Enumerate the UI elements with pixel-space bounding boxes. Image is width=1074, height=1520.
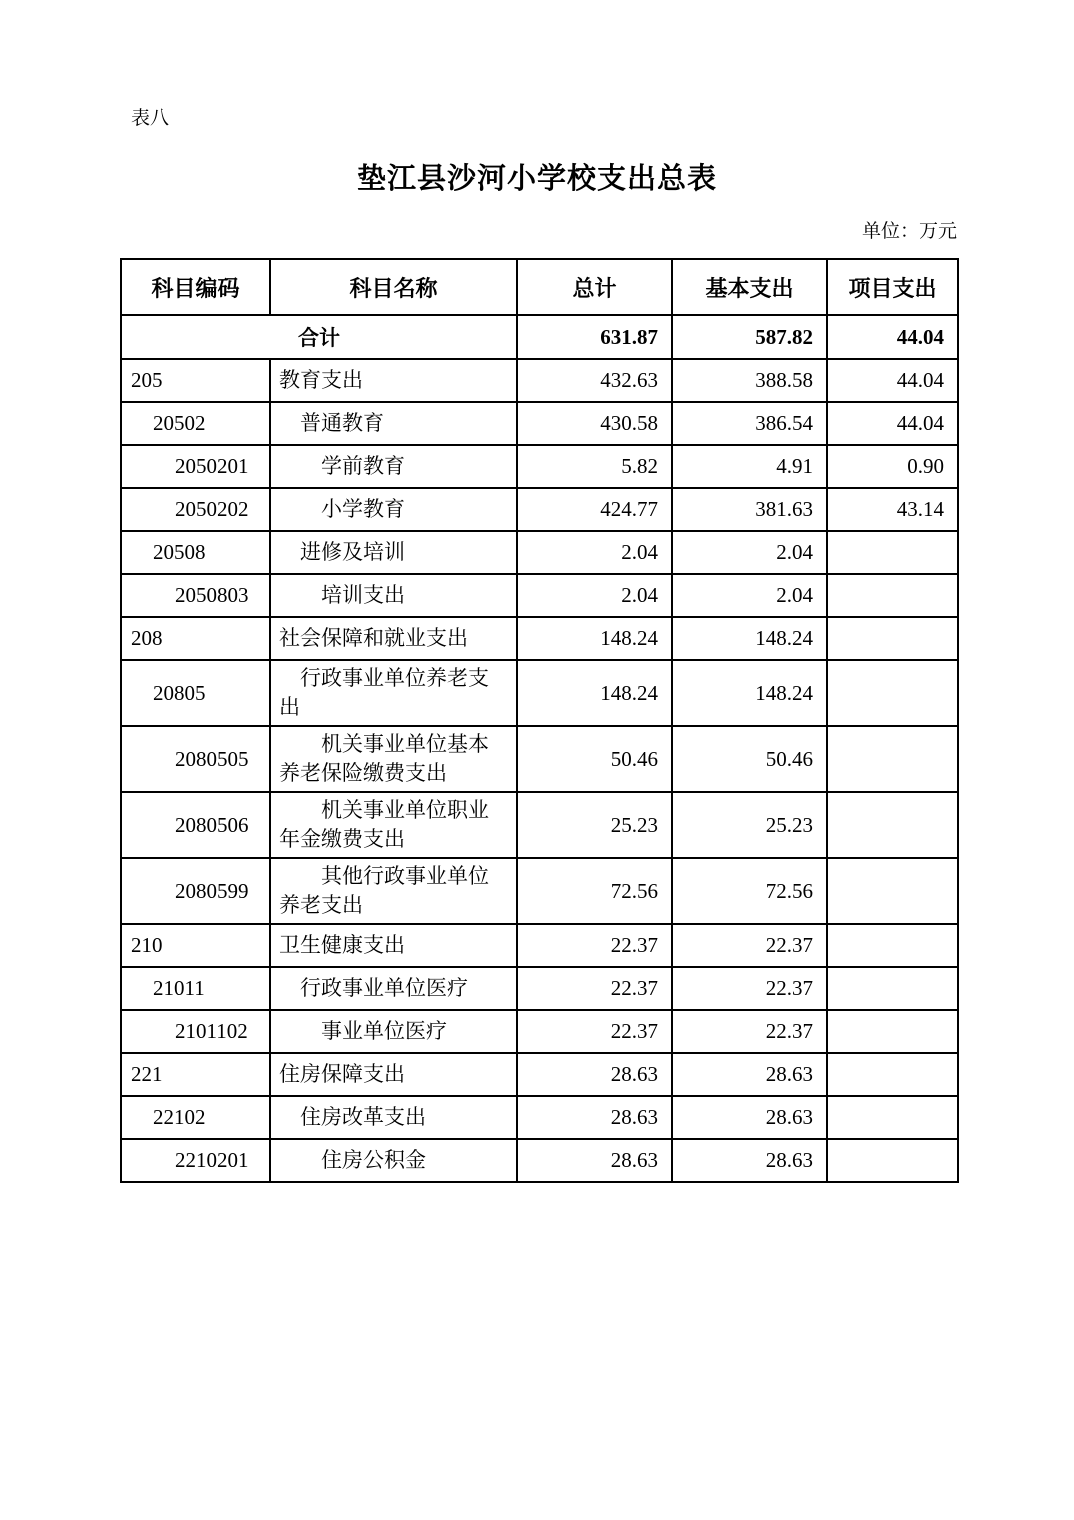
column-header-project: 项目支出 [827, 259, 958, 315]
code-cell: 2050202 [121, 488, 270, 531]
name-cell: 行政事业单位养老支出 [270, 660, 517, 726]
name-cell: 培训支出 [270, 574, 517, 617]
total-label: 合计 [121, 315, 517, 359]
name-cell: 普通教育 [270, 402, 517, 445]
code-cell: 20508 [121, 531, 270, 574]
table-row [121, 1139, 958, 1182]
code-cell: 2050803 [121, 574, 270, 617]
project-cell [827, 858, 958, 924]
table-row [121, 1010, 958, 1053]
name-cell: 小学教育 [270, 488, 517, 531]
expenditure-table [120, 258, 959, 1183]
table-row [121, 967, 958, 1010]
total-cell: 28.63 [517, 1139, 672, 1182]
basic-cell: 148.24 [672, 617, 827, 660]
project-cell: 44.04 [827, 359, 958, 402]
basic-cell: 2.04 [672, 574, 827, 617]
basic-cell: 22.37 [672, 967, 827, 1010]
code-cell: 2050201 [121, 445, 270, 488]
project-cell [827, 1010, 958, 1053]
table-row [121, 660, 958, 726]
basic-cell: 388.58 [672, 359, 827, 402]
code-cell: 20805 [121, 660, 270, 726]
name-cell: 行政事业单位医疗 [270, 967, 517, 1010]
project-cell [827, 574, 958, 617]
code-cell: 210 [121, 924, 270, 967]
total-cell: 148.24 [517, 660, 672, 726]
total-cell: 50.46 [517, 726, 672, 792]
basic-cell: 22.37 [672, 924, 827, 967]
project-cell [827, 1053, 958, 1096]
code-cell: 20502 [121, 402, 270, 445]
table-row [121, 402, 958, 445]
name-cell: 社会保障和就业支出 [270, 617, 517, 660]
name-cell: 机关事业单位基本养老保险缴费支出 [270, 726, 517, 792]
project-cell: 44.04 [827, 402, 958, 445]
total-cell: 2.04 [517, 531, 672, 574]
code-cell: 21011 [121, 967, 270, 1010]
total-cell: 25.23 [517, 792, 672, 858]
name-cell: 学前教育 [270, 445, 517, 488]
basic-cell: 2.04 [672, 531, 827, 574]
basic-cell: 28.63 [672, 1139, 827, 1182]
table-row [121, 1096, 958, 1139]
project-sum-cell: 44.04 [827, 315, 958, 359]
total-cell: 432.63 [517, 359, 672, 402]
table-row [121, 488, 958, 531]
name-cell: 住房保障支出 [270, 1053, 517, 1096]
table-row [121, 359, 958, 402]
basic-cell: 4.91 [672, 445, 827, 488]
table-row [121, 726, 958, 792]
name-cell: 住房改革支出 [270, 1096, 517, 1139]
table-row [121, 445, 958, 488]
code-cell: 2080599 [121, 858, 270, 924]
basic-cell: 381.63 [672, 488, 827, 531]
project-cell [827, 967, 958, 1010]
project-cell [827, 1096, 958, 1139]
project-cell [827, 1139, 958, 1182]
table-row [121, 1053, 958, 1096]
code-cell: 2101102 [121, 1010, 270, 1053]
total-cell: 424.77 [517, 488, 672, 531]
code-cell: 2080506 [121, 792, 270, 858]
name-cell: 事业单位医疗 [270, 1010, 517, 1053]
name-cell: 住房公积金 [270, 1139, 517, 1182]
column-header-basic: 基本支出 [672, 259, 827, 315]
code-cell: 221 [121, 1053, 270, 1096]
project-cell [827, 726, 958, 792]
total-sum-cell: 631.87 [517, 315, 672, 359]
code-cell: 208 [121, 617, 270, 660]
table-row [121, 531, 958, 574]
project-cell [827, 660, 958, 726]
code-cell: 2080505 [121, 726, 270, 792]
basic-cell: 22.37 [672, 1010, 827, 1053]
basic-cell: 28.63 [672, 1096, 827, 1139]
total-cell: 22.37 [517, 967, 672, 1010]
table-row [121, 617, 958, 660]
sheet-label: 表八 [131, 108, 170, 129]
project-cell: 0.90 [827, 445, 958, 488]
basic-cell: 50.46 [672, 726, 827, 792]
project-cell: 43.14 [827, 488, 958, 531]
total-cell: 430.58 [517, 402, 672, 445]
total-cell: 148.24 [517, 617, 672, 660]
project-cell [827, 924, 958, 967]
total-cell: 2.04 [517, 574, 672, 617]
project-cell [827, 792, 958, 858]
project-cell [827, 531, 958, 574]
name-cell: 机关事业单位职业年金缴费支出 [270, 792, 517, 858]
basic-cell: 386.54 [672, 402, 827, 445]
total-row [121, 315, 958, 359]
table-row [121, 574, 958, 617]
total-cell: 22.37 [517, 1010, 672, 1053]
name-cell: 进修及培训 [270, 531, 517, 574]
column-header-name: 科目名称 [270, 259, 517, 315]
project-cell [827, 617, 958, 660]
column-header-total: 总计 [517, 259, 672, 315]
code-cell: 2210201 [121, 1139, 270, 1182]
total-cell: 28.63 [517, 1096, 672, 1139]
table-row [121, 858, 958, 924]
basic-cell: 25.23 [672, 792, 827, 858]
table-row [121, 924, 958, 967]
basic-cell: 148.24 [672, 660, 827, 726]
column-header-code: 科目编码 [121, 259, 270, 315]
basic-cell: 72.56 [672, 858, 827, 924]
total-cell: 22.37 [517, 924, 672, 967]
name-cell: 其他行政事业单位养老支出 [270, 858, 517, 924]
header-row [121, 259, 958, 315]
basic-sum-cell: 587.82 [672, 315, 827, 359]
name-cell: 卫生健康支出 [270, 924, 517, 967]
unit-note: 单位：万元 [861, 221, 957, 242]
page-title: 垫江县沙河小学校支出总表 [356, 163, 717, 195]
name-cell: 教育支出 [270, 359, 517, 402]
total-cell: 72.56 [517, 858, 672, 924]
total-cell: 5.82 [517, 445, 672, 488]
code-cell: 205 [121, 359, 270, 402]
total-cell: 28.63 [517, 1053, 672, 1096]
table-row [121, 792, 958, 858]
code-cell: 22102 [121, 1096, 270, 1139]
table-body [121, 315, 958, 1182]
basic-cell: 28.63 [672, 1053, 827, 1096]
